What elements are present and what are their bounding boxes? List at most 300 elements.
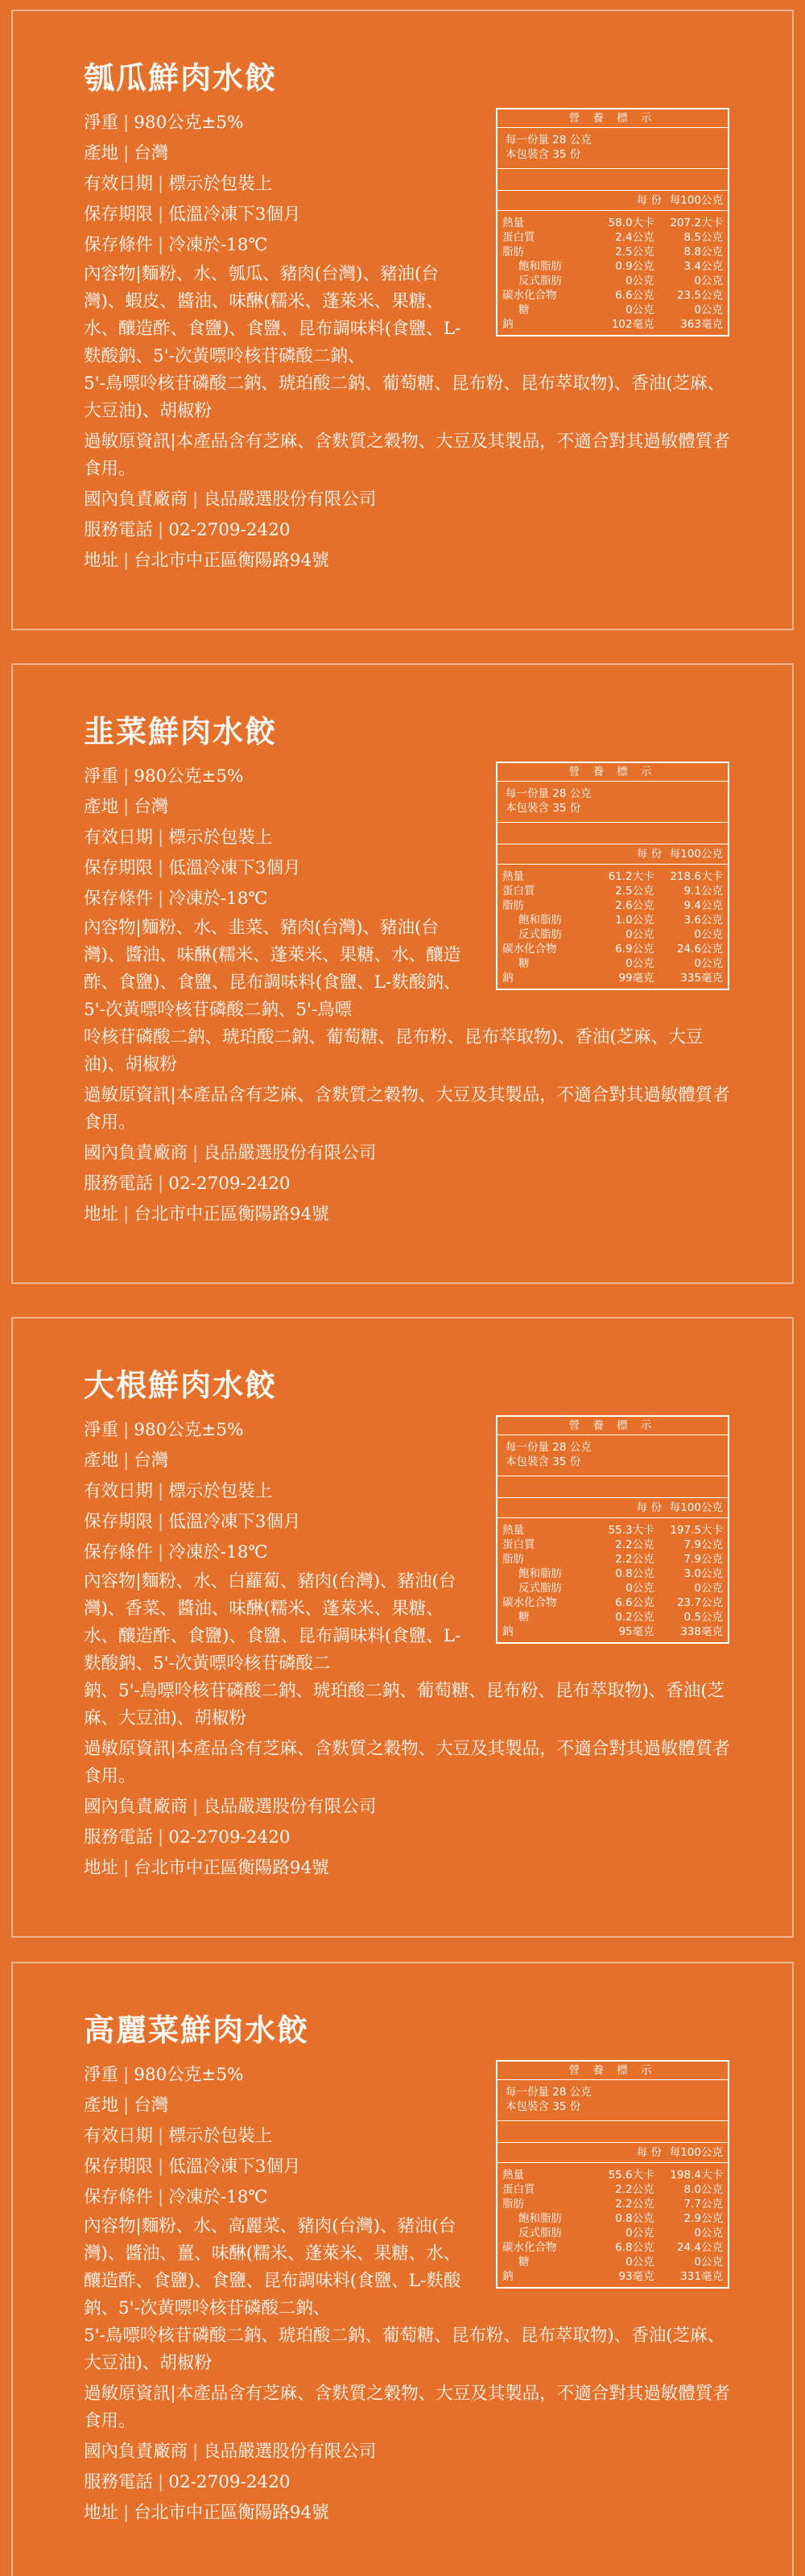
- per-serving-value: 0.9公克: [615, 260, 654, 273]
- nutrition-row: [502, 927, 723, 942]
- net-weight-value: 980公克±5%: [134, 766, 244, 786]
- nutrition-row: [502, 1538, 723, 1552]
- nutrition-row: [502, 2255, 723, 2269]
- address-line: [84, 546, 736, 576]
- allergen-block: [84, 2380, 736, 2435]
- nutrition-row: [502, 2168, 723, 2182]
- nutrient-name: 鈉: [502, 972, 514, 985]
- nutrition-row: [502, 288, 723, 303]
- nutrient-name: 碳水化合物: [502, 943, 557, 956]
- nutrition-row: [502, 2226, 723, 2240]
- ingredients-text: 麵粉、水、瓠瓜、豬肉(台灣)、豬油(台灣)、蝦皮、醬油、味醂(糯米、蓬萊米、果糖、水、釀造酢、食鹽)、食鹽、昆布調味料(食鹽、L-麩酸鈉、5'-次黃嘌呤核苷磷酸二鈉、: [84, 264, 461, 366]
- per-serving-value: 6.6公克: [615, 289, 654, 302]
- nutrition-rows: [497, 211, 728, 335]
- nutrition-row: [502, 1552, 723, 1567]
- nutrient-name: 鈉: [502, 318, 514, 331]
- nutrition-rows: [497, 2163, 728, 2287]
- expiry-label: 有效日期: [84, 2126, 154, 2146]
- per-100g-value: 198.4大卡: [670, 2169, 723, 2182]
- separator: |: [158, 828, 164, 848]
- nutrition-row: [502, 1523, 723, 1538]
- per-100g-value: 218.6大卡: [670, 870, 723, 883]
- nutrient-name: 蛋白質: [502, 231, 535, 244]
- per-100g-value: 9.1公克: [683, 885, 723, 898]
- nutrition-row: [502, 274, 723, 288]
- servings-per-pack: 本包裝含 35 份: [506, 148, 581, 161]
- nutrient-name: 鈉: [502, 2270, 514, 2283]
- per-serving-value: 2.5公克: [615, 246, 654, 258]
- expiry-label: 有效日期: [84, 1481, 154, 1501]
- separator: |: [158, 1512, 164, 1532]
- nutrient-name: 熱量: [502, 2169, 524, 2182]
- per-serving-value: 2.2公克: [615, 2198, 654, 2211]
- origin-value: 台灣: [134, 2095, 169, 2116]
- per-serving-value: 93毫克: [618, 2270, 654, 2283]
- nutrition-serving: [497, 2080, 728, 2121]
- separator: |: [123, 1451, 130, 1471]
- serving-size: 每一份量 28 公克: [506, 1441, 592, 1454]
- maker-value: 良品嚴選股份有限公司: [203, 2442, 377, 2462]
- net-weight-label: 淨重: [84, 1420, 119, 1440]
- storage-cond-label: 保存條件: [84, 1542, 154, 1563]
- per-100g-value: 207.2大卡: [670, 217, 723, 229]
- net-weight-value: 980公克±5%: [134, 2065, 244, 2085]
- maker-line: [84, 1792, 736, 1823]
- per-serving-value: 55.6大卡: [608, 2169, 654, 2182]
- ingredients-text: 麵粉、水、白蘿蔔、豬肉(台灣)、豬油(台灣)、香菜、醬油、味醂(糯米、蓬萊米、果糖、水、釀造酢、食鹽)、食鹽、昆布調味料(食鹽、L-麩酸鈉、5'-次黃嘌呤核苷磷酸二: [84, 1571, 461, 1674]
- separator: |: [158, 1174, 164, 1194]
- per-100g-value: 24.4公克: [676, 2241, 723, 2254]
- nutrition-row: [502, 898, 723, 913]
- per-100g-value: 197.5大卡: [670, 1524, 723, 1537]
- nutrient-name: 蛋白質: [502, 885, 535, 898]
- storage-cond-label: 保存條件: [84, 889, 154, 909]
- ingredients-label: 內容物: [84, 2216, 136, 2236]
- storage-cond-value: 冷凍於-18℃: [168, 235, 268, 255]
- phone-label: 服務電話: [84, 2472, 154, 2492]
- phone-label: 服務電話: [84, 1827, 154, 1847]
- separator: |: [170, 1739, 176, 1759]
- storage-period-value: 低溫冷凍下3個月: [168, 858, 301, 878]
- separator: |: [170, 2384, 176, 2404]
- address-value: 台北市中正區衡陽路94號: [134, 1858, 329, 1878]
- maker-line: [84, 1138, 736, 1169]
- separator: |: [123, 797, 130, 817]
- nutrition-columns: [497, 190, 728, 211]
- ingredients-block: [84, 914, 462, 1024]
- nutrition-row: [502, 2211, 723, 2226]
- per-serving-value: 55.3大卡: [608, 1524, 654, 1537]
- nutrition-row: [502, 1567, 723, 1581]
- separator: |: [158, 858, 164, 878]
- per-100g-value: 24.6公克: [676, 943, 723, 956]
- nutrient-name: 飽和脂肪: [518, 260, 562, 273]
- nutrient-name: 飽和脂肪: [518, 2212, 562, 2225]
- storage-cond-value: 冷凍於-18℃: [168, 1542, 268, 1563]
- separator: |: [123, 766, 130, 786]
- product-panel-1: [11, 10, 794, 630]
- net-weight-label: 淨重: [84, 766, 119, 786]
- per-100g-value: 0公克: [694, 2227, 723, 2240]
- phone-label: 服務電話: [84, 520, 154, 540]
- origin-label: 產地: [84, 797, 119, 817]
- ingredients-block: [84, 261, 462, 370]
- separator: |: [158, 2126, 164, 2146]
- nutrition-row: [502, 2240, 723, 2255]
- product-title: 高麗菜鮮肉水餃: [84, 2012, 310, 2048]
- servings-per-pack: 本包裝含 35 份: [506, 802, 581, 815]
- per-serving-value: 2.2公克: [615, 1553, 654, 1566]
- per-serving-value: 2.2公克: [615, 1538, 654, 1551]
- origin-value: 台灣: [134, 143, 169, 163]
- nutrition-row: [502, 1581, 723, 1596]
- expiry-value: 標示於包裝上: [168, 2126, 273, 2146]
- per-serving-value: 0公克: [625, 1582, 654, 1595]
- address-value: 台北市中正區衡陽路94號: [134, 2503, 329, 2523]
- per-serving-header: 每 份: [636, 2146, 662, 2159]
- per-serving-value: 0.8公克: [615, 1567, 654, 1580]
- allergen-text: 本產品含有芝麻、含麩質之穀物、大豆及其製品，不適合對其過敏體質者食用。: [84, 1739, 730, 1786]
- per-serving-value: 58.0大卡: [608, 217, 654, 229]
- nutrition-row: [502, 956, 723, 971]
- allergen-label: 過敏原資訊: [84, 431, 171, 452]
- nutrient-name: 脂肪: [502, 246, 524, 258]
- nutrition-row: [502, 2182, 723, 2197]
- servings-per-pack: 本包裝含 35 份: [506, 2100, 581, 2113]
- per-100g-value: 0公克: [694, 303, 723, 316]
- per-100g-value: 8.5公克: [683, 231, 723, 244]
- address-line: [84, 1199, 736, 1230]
- allergen-text: 本產品含有芝麻、含麩質之穀物、大豆及其製品，不適合對其過敏體質者食用。: [84, 2384, 730, 2431]
- maker-label: 國內負責廠商: [84, 1143, 188, 1163]
- separator: |: [158, 2472, 164, 2492]
- separator: |: [123, 143, 130, 163]
- allergen-label: 過敏原資訊: [84, 2384, 171, 2404]
- separator: |: [192, 489, 199, 510]
- nutrition-header: 營 養 標 示: [497, 2062, 728, 2080]
- per-serving-value: 0公克: [625, 957, 654, 970]
- separator: |: [123, 113, 130, 133]
- nutrition-row: [502, 913, 723, 927]
- ingredients-block: [84, 1568, 462, 1678]
- serving-size: 每一份量 28 公克: [506, 787, 592, 800]
- per-serving-value: 99毫克: [618, 972, 654, 985]
- nutrition-serving: [497, 1435, 728, 1476]
- nutrient-name: 糖: [518, 957, 530, 970]
- separator: |: [158, 235, 164, 255]
- separator: |: [158, 1827, 164, 1847]
- expiry-value: 標示於包裝上: [168, 174, 273, 194]
- product-panel-3: [11, 1317, 794, 1938]
- separator: |: [158, 2157, 164, 2177]
- per-100g-value: 0公克: [694, 957, 723, 970]
- separator: |: [158, 2187, 164, 2207]
- nutrient-name: 熱量: [502, 217, 524, 229]
- allergen-block: [84, 1736, 736, 1790]
- maker-value: 良品嚴選股份有限公司: [203, 489, 377, 510]
- separator: |: [135, 918, 142, 938]
- per-100g-value: 0公克: [694, 1582, 723, 1595]
- per-100g-header: 每100公克: [669, 1501, 723, 1514]
- nutrient-name: 脂肪: [502, 1553, 524, 1566]
- per-100g-value: 0公克: [694, 928, 723, 941]
- nutrient-name: 鈉: [502, 1625, 514, 1638]
- nutrition-label: [496, 1415, 729, 1644]
- separator: |: [158, 1542, 164, 1563]
- ingredients-continued: 呤核苷磷酸二鈉、琥珀酸二鈉、葡萄糖、昆布粉、昆布萃取物)、香油(芝麻、大豆油)、胡椒粉: [84, 1027, 704, 1075]
- origin-value: 台灣: [134, 1451, 169, 1471]
- expiry-value: 標示於包裝上: [168, 828, 273, 848]
- nutrition-row: [502, 869, 723, 884]
- expiry-label: 有效日期: [84, 828, 154, 848]
- nutrition-header: 營 養 標 示: [497, 763, 728, 782]
- ingredients-block: [84, 2213, 462, 2322]
- nutrition-row: [502, 245, 723, 259]
- per-serving-value: 2.5公克: [615, 885, 654, 898]
- storage-cond-label: 保存條件: [84, 235, 154, 255]
- phone-value: 02-2709-2420: [168, 1827, 291, 1847]
- maker-line: [84, 2437, 736, 2467]
- nutrition-row: [502, 216, 723, 230]
- address-label: 地址: [84, 551, 119, 571]
- separator: |: [158, 520, 164, 540]
- separator: |: [123, 2065, 130, 2085]
- nutrient-name: 飽和脂肪: [518, 914, 562, 927]
- storage-period-label: 保存期限: [84, 2157, 154, 2177]
- maker-label: 國內負責廠商: [84, 2442, 188, 2462]
- phone-value: 02-2709-2420: [168, 2472, 291, 2492]
- per-serving-value: 0公克: [625, 275, 654, 287]
- nutrient-name: 反式脂肪: [518, 275, 562, 287]
- separator: |: [123, 2095, 130, 2116]
- separator: |: [170, 1085, 176, 1105]
- ingredients-continued: 5'-鳥嘌呤核苷磷酸二鈉、琥珀酸二鈉、葡萄糖、昆布粉、昆布萃取物)、香油(芝麻、大豆油)、胡椒粉: [84, 374, 725, 421]
- per-100g-value: 7.9公克: [683, 1538, 723, 1551]
- per-100g-value: 7.9公克: [683, 1553, 723, 1566]
- per-100g-value: 23.5公克: [676, 289, 723, 302]
- nutrition-label: [496, 108, 729, 336]
- allergen-block: [84, 1082, 736, 1137]
- origin-label: 產地: [84, 1451, 119, 1471]
- expiry-label: 有效日期: [84, 174, 154, 194]
- per-100g-value: 363毫克: [680, 318, 723, 331]
- nutrient-name: 碳水化合物: [502, 1596, 557, 1609]
- separator: |: [123, 1204, 130, 1224]
- nutrient-name: 碳水化合物: [502, 2241, 557, 2254]
- nutrition-row: [502, 942, 723, 956]
- allergen-text: 本產品含有芝麻、含麩質之穀物、大豆及其製品，不適合對其過敏體質者食用。: [84, 431, 730, 479]
- allergen-text: 本產品含有芝麻、含麩質之穀物、大豆及其製品，不適合對其過敏體質者食用。: [84, 1085, 730, 1133]
- storage-period-value: 低溫冷凍下3個月: [168, 1512, 301, 1532]
- per-serving-value: 6.6公克: [615, 1596, 654, 1609]
- separator: |: [123, 1420, 130, 1440]
- per-100g-value: 331毫克: [680, 2270, 723, 2283]
- allergen-label: 過敏原資訊: [84, 1739, 171, 1759]
- per-serving-value: 0公克: [625, 2256, 654, 2268]
- per-100g-value: 8.0公克: [683, 2183, 723, 2196]
- nutrient-name: 反式脂肪: [518, 2227, 562, 2240]
- per-serving-value: 61.2大卡: [608, 870, 654, 883]
- storage-period-value: 低溫冷凍下3個月: [168, 2157, 301, 2177]
- maker-line: [84, 485, 736, 515]
- per-serving-value: 0公克: [625, 303, 654, 316]
- nutrition-header: 營 養 標 示: [497, 1417, 728, 1435]
- storage-period-value: 低溫冷凍下3個月: [168, 204, 301, 225]
- storage-cond-label: 保存條件: [84, 2187, 154, 2207]
- separator: |: [135, 1571, 142, 1591]
- address-value: 台北市中正區衡陽路94號: [134, 1204, 329, 1224]
- separator: |: [170, 431, 176, 452]
- per-100g-value: 2.9公克: [683, 2212, 723, 2225]
- per-100g-value: 335毫克: [680, 972, 723, 985]
- serving-size: 每一份量 28 公克: [506, 2086, 592, 2099]
- nutrient-name: 脂肪: [502, 2198, 524, 2211]
- ingredients-label: 內容物: [84, 264, 136, 284]
- address-label: 地址: [84, 1858, 119, 1878]
- ingredients-text: 麵粉、水、高麗菜、豬肉(台灣)、豬油(台灣)、醬油、薑、味醂(糯米、蓬萊米、果糖、水、釀造酢、食鹽)、食鹽、昆布調味料(食鹽、L-麩酸鈉、5'-次黃嘌呤核苷磷酸二鈉、: [84, 2216, 461, 2318]
- ingredients-text: 麵粉、水、韭菜、豬肉(台灣)、豬油(台灣)、醬油、味醂(糯米、蓬萊米、果糖、水、釀造酢、食鹽)、食鹽、昆布調味料(食鹽、L-麩酸鈉、5'-次黃嘌呤核苷磷酸二鈉、5'-鳥嘌: [84, 918, 461, 1020]
- per-100g-value: 3.6公克: [683, 914, 723, 927]
- net-weight-value: 980公克±5%: [134, 113, 244, 133]
- nutrition-row: [502, 230, 723, 245]
- nutrient-name: 蛋白質: [502, 1538, 535, 1551]
- net-weight-label: 淨重: [84, 2065, 119, 2085]
- per-100g-value: 0公克: [694, 275, 723, 287]
- address-value: 台北市中正區衡陽路94號: [134, 551, 329, 571]
- origin-value: 台灣: [134, 797, 169, 817]
- phone-value: 02-2709-2420: [168, 1174, 291, 1194]
- separator: |: [135, 2216, 142, 2236]
- nutrient-name: 飽和脂肪: [518, 1567, 562, 1580]
- storage-period-label: 保存期限: [84, 204, 154, 225]
- ingredients-continued: 5'-鳥嘌呤核苷磷酸二鈉、琥珀酸二鈉、葡萄糖、昆布粉、昆布萃取物)、香油(芝麻、大豆油)、胡椒粉: [84, 2326, 725, 2373]
- separator: |: [158, 1481, 164, 1501]
- per-100g-value: 23.7公克: [676, 1596, 723, 1609]
- nutrition-rows: [497, 865, 728, 989]
- separator: |: [158, 204, 164, 225]
- per-100g-header: 每100公克: [669, 2146, 723, 2159]
- per-serving-value: 2.4公克: [615, 231, 654, 244]
- address-label: 地址: [84, 2503, 119, 2523]
- origin-label: 產地: [84, 143, 119, 163]
- per-serving-header: 每 份: [636, 194, 662, 207]
- ingredients-label: 內容物: [84, 1571, 136, 1591]
- maker-value: 良品嚴選股份有限公司: [203, 1143, 377, 1163]
- phone-line: [84, 1169, 736, 1199]
- nutrition-row: [502, 2197, 723, 2211]
- nutrition-row: [502, 1624, 723, 1639]
- storage-period-label: 保存期限: [84, 858, 154, 878]
- per-100g-value: 9.4公克: [683, 899, 723, 912]
- ingredients-continued: 鈉、5'-鳥嘌呤核苷磷酸二鈉、琥珀酸二鈉、葡萄糖、昆布粉、昆布萃取物)、香油(芝麻、大豆油)、胡椒粉: [84, 1681, 725, 1728]
- servings-per-pack: 本包裝含 35 份: [506, 1455, 581, 1468]
- nutrient-name: 熱量: [502, 1524, 524, 1537]
- per-serving-value: 0.8公克: [615, 2212, 654, 2225]
- separator: |: [135, 264, 142, 284]
- nutrition-row: [502, 971, 723, 985]
- nutrition-row: [502, 884, 723, 898]
- nutrient-name: 碳水化合物: [502, 289, 557, 302]
- per-serving-value: 6.9公克: [615, 943, 654, 956]
- nutrition-row: [502, 303, 723, 317]
- per-100g-value: 0公克: [694, 2256, 723, 2268]
- product-title: 韭菜鮮肉水餃: [84, 713, 278, 749]
- per-serving-value: 0公克: [625, 928, 654, 941]
- per-100g-value: 8.8公克: [683, 246, 723, 258]
- per-serving-value: 1.0公克: [615, 914, 654, 927]
- nutrient-name: 糖: [518, 2256, 530, 2268]
- per-100g-header: 每100公克: [669, 194, 723, 207]
- address-line: [84, 1853, 736, 1884]
- allergen-label: 過敏原資訊: [84, 1085, 171, 1105]
- nutrition-row: [502, 1596, 723, 1610]
- nutrition-rows: [497, 1518, 728, 1642]
- nutrition-columns: [497, 2142, 728, 2163]
- storage-period-label: 保存期限: [84, 1512, 154, 1532]
- nutrition-row: [502, 2269, 723, 2284]
- per-serving-value: 6.8公克: [615, 2241, 654, 2254]
- nutrition-serving: [497, 782, 728, 823]
- nutrition-columns: [497, 844, 728, 865]
- net-weight-label: 淨重: [84, 113, 119, 133]
- separator: |: [192, 1143, 199, 1163]
- per-100g-value: 3.0公克: [683, 1567, 723, 1580]
- nutrient-name: 脂肪: [502, 899, 524, 912]
- separator: |: [158, 889, 164, 909]
- separator: |: [192, 1797, 199, 1817]
- ingredients-label: 內容物: [84, 918, 136, 938]
- product-title: 大根鮮肉水餃: [84, 1367, 278, 1403]
- nutrient-name: 反式脂肪: [518, 1582, 562, 1595]
- serving-size: 每一份量 28 公克: [506, 134, 592, 147]
- nutrition-label: [496, 762, 729, 990]
- per-100g-value: 7.7公克: [683, 2198, 723, 2211]
- allergen-block: [84, 428, 736, 483]
- per-serving-value: 95毫克: [618, 1625, 654, 1638]
- per-serving-value: 0.2公克: [615, 1611, 654, 1624]
- nutrition-label: [496, 2060, 729, 2289]
- per-serving-header: 每 份: [636, 848, 662, 861]
- nutrition-columns: [497, 1497, 728, 1518]
- nutrition-serving: [497, 128, 728, 169]
- expiry-value: 標示於包裝上: [168, 1481, 273, 1501]
- phone-line: [84, 2467, 736, 2498]
- storage-cond-value: 冷凍於-18℃: [168, 889, 268, 909]
- address-line: [84, 2498, 736, 2529]
- maker-label: 國內負責廠商: [84, 1797, 188, 1817]
- nutrition-row: [502, 317, 723, 332]
- separator: |: [123, 551, 130, 571]
- origin-label: 產地: [84, 2095, 119, 2116]
- nutrient-name: 反式脂肪: [518, 928, 562, 941]
- nutrition-row: [502, 1610, 723, 1624]
- nutrition-row: [502, 259, 723, 274]
- storage-cond-value: 冷凍於-18℃: [168, 2187, 268, 2207]
- per-100g-value: 0.5公克: [683, 1611, 723, 1624]
- per-serving-value: 0公克: [625, 2227, 654, 2240]
- nutrient-name: 蛋白質: [502, 2183, 535, 2196]
- phone-line: [84, 1823, 736, 1853]
- per-serving-value: 2.2公克: [615, 2183, 654, 2196]
- maker-label: 國內負責廠商: [84, 489, 188, 510]
- per-serving-value: 102毫克: [611, 318, 654, 331]
- per-100g-header: 每100公克: [669, 848, 723, 861]
- separator: |: [192, 2442, 199, 2462]
- product-title: 瓠瓜鮮肉水餃: [84, 60, 278, 96]
- per-100g-value: 338毫克: [680, 1625, 723, 1638]
- phone-value: 02-2709-2420: [168, 520, 291, 540]
- phone-line: [84, 515, 736, 546]
